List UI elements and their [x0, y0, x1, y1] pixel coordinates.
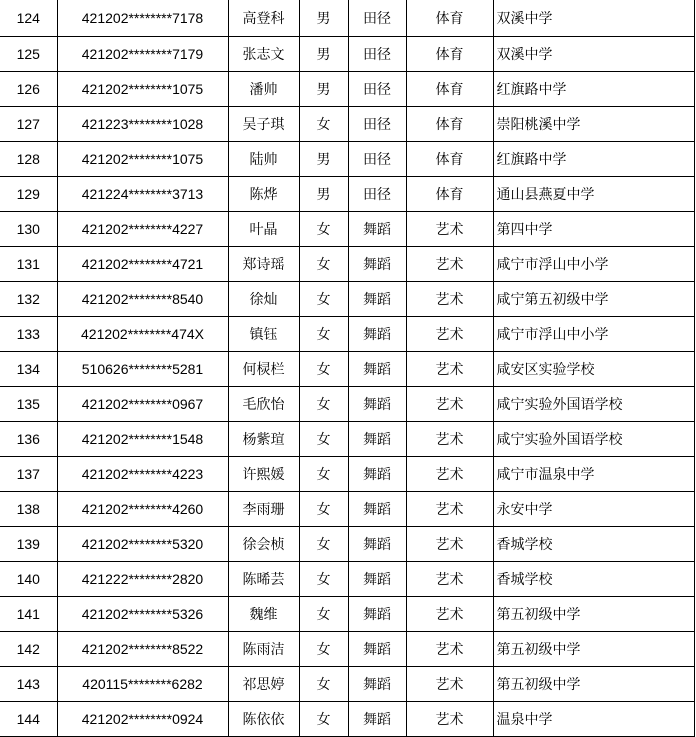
cell-name: 陈依依 — [228, 702, 299, 737]
cell-category: 艺术 — [406, 597, 493, 632]
cell-name: 李雨珊 — [228, 492, 299, 527]
cell-number: 135 — [0, 387, 57, 422]
cell-gender: 女 — [299, 597, 348, 632]
cell-id-number: 421202********4223 — [57, 457, 228, 492]
table-row — [0, 562, 694, 597]
cell-number: 131 — [0, 247, 57, 282]
cell-name: 高登科 — [228, 0, 299, 37]
cell-event: 田径 — [348, 142, 406, 177]
cell-school: 咸安区实验学校 — [493, 352, 694, 387]
cell-event: 舞蹈 — [348, 492, 406, 527]
cell-id-number: 421202********8540 — [57, 282, 228, 317]
cell-event: 舞蹈 — [348, 562, 406, 597]
cell-school: 香城学校 — [493, 527, 694, 562]
table-row — [0, 282, 694, 317]
cell-category: 艺术 — [406, 457, 493, 492]
cell-category: 艺术 — [406, 422, 493, 457]
cell-id-number: 421223********1028 — [57, 107, 228, 142]
cell-name: 徐灿 — [228, 282, 299, 317]
cell-school: 咸宁实验外国语学校 — [493, 422, 694, 457]
cell-name: 镇钰 — [228, 317, 299, 352]
cell-category: 体育 — [406, 107, 493, 142]
cell-school: 咸宁第五初级中学 — [493, 282, 694, 317]
cell-gender: 女 — [299, 317, 348, 352]
cell-gender: 女 — [299, 702, 348, 737]
cell-name: 祁思婷 — [228, 667, 299, 702]
cell-number: 134 — [0, 352, 57, 387]
cell-event: 舞蹈 — [348, 387, 406, 422]
cell-gender: 女 — [299, 247, 348, 282]
cell-id-number: 421202********7178 — [57, 0, 228, 37]
cell-school: 温泉中学 — [493, 702, 694, 737]
cell-name: 魏维 — [228, 597, 299, 632]
cell-event: 田径 — [348, 0, 406, 37]
cell-category: 体育 — [406, 72, 493, 107]
table-row — [0, 597, 694, 632]
cell-gender: 男 — [299, 0, 348, 37]
table-row — [0, 37, 694, 72]
cell-category: 艺术 — [406, 212, 493, 247]
cell-category: 体育 — [406, 142, 493, 177]
cell-event: 舞蹈 — [348, 282, 406, 317]
cell-category: 体育 — [406, 177, 493, 212]
cell-id-number: 421202********8522 — [57, 632, 228, 667]
cell-event: 舞蹈 — [348, 702, 406, 737]
cell-name: 何棂栏 — [228, 352, 299, 387]
table-row — [0, 72, 694, 107]
cell-school: 香城学校 — [493, 562, 694, 597]
cell-gender: 女 — [299, 352, 348, 387]
cell-gender: 男 — [299, 142, 348, 177]
cell-number: 133 — [0, 317, 57, 352]
table-row — [0, 352, 694, 387]
cell-name: 许熙媛 — [228, 457, 299, 492]
cell-name: 徐会桢 — [228, 527, 299, 562]
cell-category: 艺术 — [406, 632, 493, 667]
cell-event: 田径 — [348, 177, 406, 212]
cell-category: 艺术 — [406, 492, 493, 527]
table-row — [0, 702, 694, 737]
cell-event: 舞蹈 — [348, 352, 406, 387]
cell-gender: 女 — [299, 492, 348, 527]
cell-number: 137 — [0, 457, 57, 492]
cell-gender: 女 — [299, 667, 348, 702]
cell-school: 双溪中学 — [493, 37, 694, 72]
cell-school: 永安中学 — [493, 492, 694, 527]
cell-gender: 女 — [299, 282, 348, 317]
cell-name: 陈烨 — [228, 177, 299, 212]
cell-category: 体育 — [406, 0, 493, 37]
cell-school: 通山县燕夏中学 — [493, 177, 694, 212]
cell-id-number: 421222********2820 — [57, 562, 228, 597]
cell-category: 体育 — [406, 37, 493, 72]
table-row — [0, 107, 694, 142]
cell-number: 125 — [0, 37, 57, 72]
cell-event: 田径 — [348, 72, 406, 107]
table-row — [0, 177, 694, 212]
cell-school: 崇阳桃溪中学 — [493, 107, 694, 142]
cell-school: 红旗路中学 — [493, 142, 694, 177]
table-row — [0, 667, 694, 702]
cell-number: 143 — [0, 667, 57, 702]
cell-gender: 男 — [299, 72, 348, 107]
cell-id-number: 421202********1548 — [57, 422, 228, 457]
cell-gender: 女 — [299, 422, 348, 457]
cell-name: 潘帅 — [228, 72, 299, 107]
table-row — [0, 632, 694, 667]
cell-school: 双溪中学 — [493, 0, 694, 37]
cell-event: 舞蹈 — [348, 457, 406, 492]
cell-number: 129 — [0, 177, 57, 212]
table-row — [0, 0, 694, 37]
cell-category: 艺术 — [406, 527, 493, 562]
cell-category: 艺术 — [406, 352, 493, 387]
table-row — [0, 142, 694, 177]
cell-gender: 男 — [299, 37, 348, 72]
cell-gender: 女 — [299, 632, 348, 667]
cell-number: 140 — [0, 562, 57, 597]
cell-id-number: 421202********0967 — [57, 387, 228, 422]
cell-id-number: 421202********474X — [57, 317, 228, 352]
cell-event: 舞蹈 — [348, 667, 406, 702]
cell-gender: 女 — [299, 387, 348, 422]
cell-category: 艺术 — [406, 387, 493, 422]
cell-number: 144 — [0, 702, 57, 737]
cell-category: 艺术 — [406, 282, 493, 317]
cell-name: 张志文 — [228, 37, 299, 72]
cell-event: 田径 — [348, 37, 406, 72]
cell-event: 田径 — [348, 107, 406, 142]
cell-category: 艺术 — [406, 247, 493, 282]
cell-id-number: 421224********3713 — [57, 177, 228, 212]
table-row — [0, 317, 694, 352]
cell-id-number: 510626********5281 — [57, 352, 228, 387]
table-row — [0, 422, 694, 457]
cell-school: 咸宁市温泉中学 — [493, 457, 694, 492]
cell-school: 第五初级中学 — [493, 597, 694, 632]
cell-category: 艺术 — [406, 317, 493, 352]
cell-school: 第五初级中学 — [493, 632, 694, 667]
cell-name: 杨紫瑄 — [228, 422, 299, 457]
cell-number: 124 — [0, 0, 57, 37]
cell-id-number: 421202********4721 — [57, 247, 228, 282]
cell-id-number: 421202********0924 — [57, 702, 228, 737]
cell-name: 陆帅 — [228, 142, 299, 177]
cell-event: 舞蹈 — [348, 317, 406, 352]
cell-number: 130 — [0, 212, 57, 247]
cell-category: 艺术 — [406, 702, 493, 737]
cell-event: 舞蹈 — [348, 527, 406, 562]
cell-gender: 女 — [299, 562, 348, 597]
table-row — [0, 457, 694, 492]
cell-name: 郑诗瑶 — [228, 247, 299, 282]
cell-number: 136 — [0, 422, 57, 457]
cell-gender: 女 — [299, 107, 348, 142]
cell-number: 128 — [0, 142, 57, 177]
cell-number: 126 — [0, 72, 57, 107]
cell-name: 陈雨洁 — [228, 632, 299, 667]
cell-event: 舞蹈 — [348, 422, 406, 457]
cell-number: 138 — [0, 492, 57, 527]
cell-number: 142 — [0, 632, 57, 667]
cell-gender: 女 — [299, 457, 348, 492]
cell-number: 141 — [0, 597, 57, 632]
cell-id-number: 421202********7179 — [57, 37, 228, 72]
cell-id-number: 421202********5326 — [57, 597, 228, 632]
table-row — [0, 527, 694, 562]
cell-id-number: 420115********6282 — [57, 667, 228, 702]
cell-school: 第五初级中学 — [493, 667, 694, 702]
cell-event: 舞蹈 — [348, 597, 406, 632]
cell-number: 132 — [0, 282, 57, 317]
cell-name: 毛欣怡 — [228, 387, 299, 422]
cell-category: 艺术 — [406, 562, 493, 597]
cell-school: 第四中学 — [493, 212, 694, 247]
cell-event: 舞蹈 — [348, 247, 406, 282]
cell-number: 139 — [0, 527, 57, 562]
cell-name: 陈晞芸 — [228, 562, 299, 597]
cell-event: 舞蹈 — [348, 212, 406, 247]
table-row — [0, 492, 694, 527]
cell-id-number: 421202********1075 — [57, 142, 228, 177]
cell-school: 咸宁市浮山中小学 — [493, 247, 694, 282]
cell-gender: 女 — [299, 212, 348, 247]
cell-category: 艺术 — [406, 667, 493, 702]
cell-id-number: 421202********5320 — [57, 527, 228, 562]
cell-school: 咸宁市浮山中小学 — [493, 317, 694, 352]
table-row — [0, 212, 694, 247]
table-row — [0, 247, 694, 282]
cell-id-number: 421202********4227 — [57, 212, 228, 247]
cell-event: 舞蹈 — [348, 632, 406, 667]
cell-school: 咸宁实验外国语学校 — [493, 387, 694, 422]
table-row — [0, 387, 694, 422]
cell-name: 吴子琪 — [228, 107, 299, 142]
cell-gender: 女 — [299, 527, 348, 562]
cell-id-number: 421202********1075 — [57, 72, 228, 107]
cell-id-number: 421202********4260 — [57, 492, 228, 527]
cell-number: 127 — [0, 107, 57, 142]
cell-gender: 男 — [299, 177, 348, 212]
cell-name: 叶晶 — [228, 212, 299, 247]
cell-school: 红旗路中学 — [493, 72, 694, 107]
